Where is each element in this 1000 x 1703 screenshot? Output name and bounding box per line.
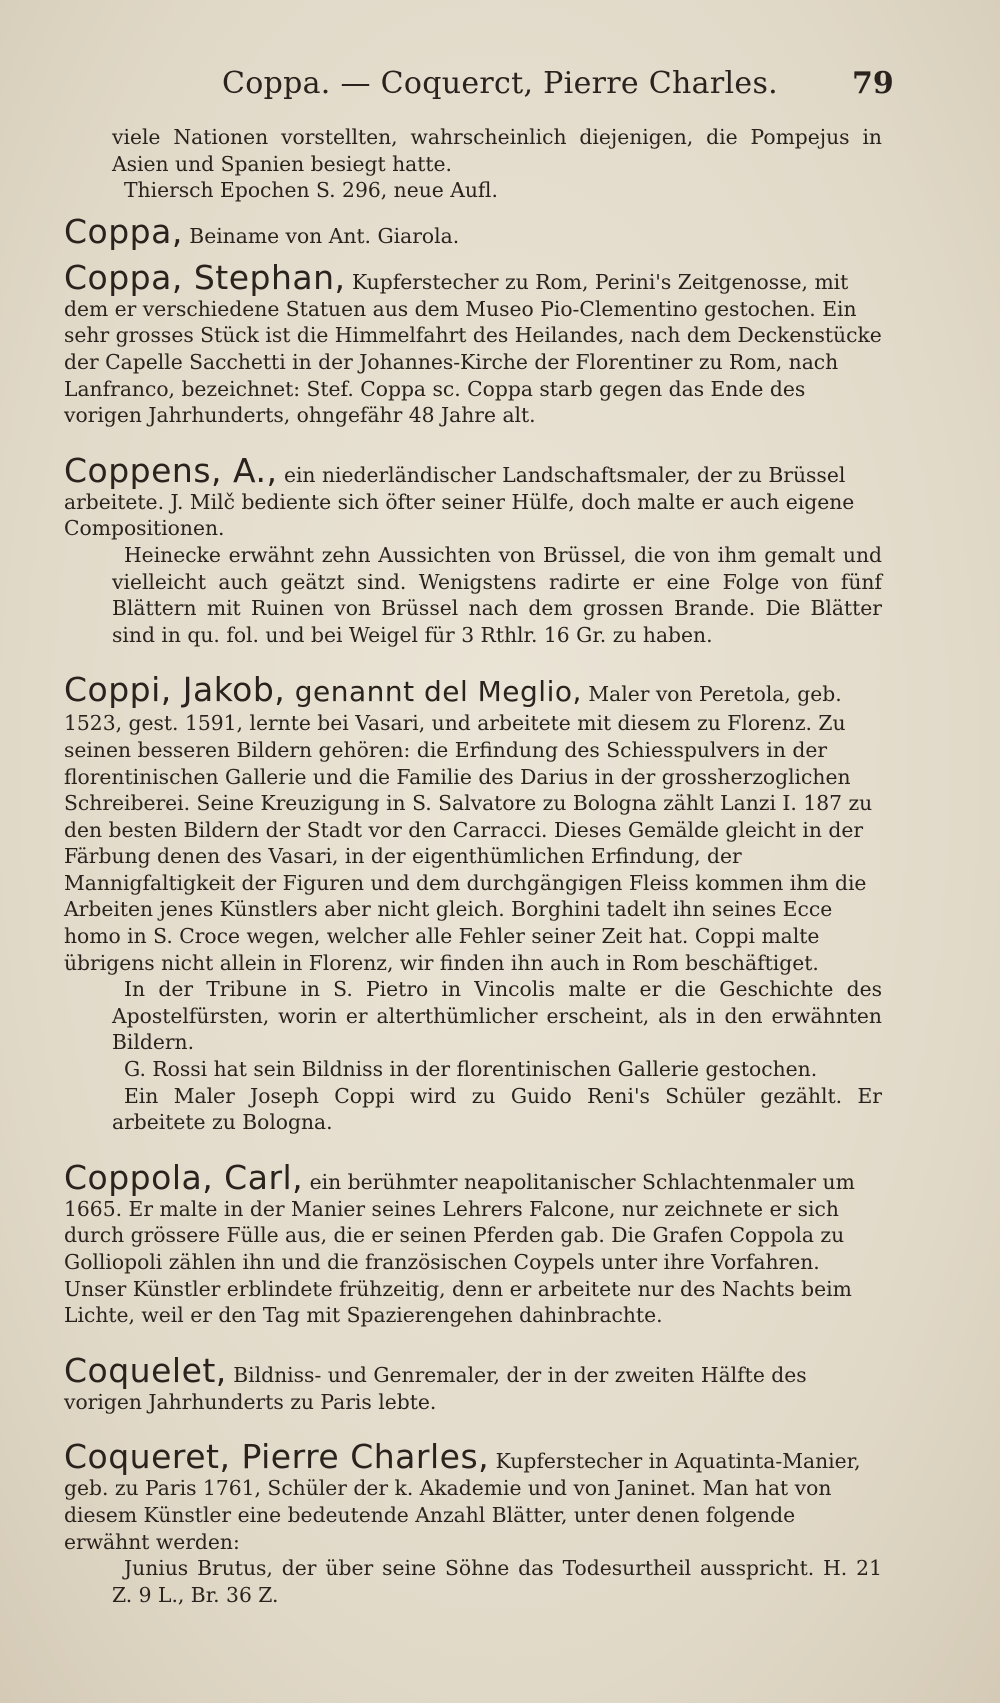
entry-name: Coppa, Stephan, [64,257,346,297]
continuation-text [64,124,882,204]
entry-name: Coppa, [64,211,183,251]
entry-name: Coppola, Carl, [64,1157,304,1197]
page-content [64,124,882,1618]
entry-paragraph: Heinecke erwähnt zehn Aussichten von Brüssel, die von ihm gemalt und vielleicht auch geätzt sind. Wenigstens radirte er eine Folge von fünf Blättern mit Ruinen von Brüssel nach dem grossen Brande. Die Blätter sind in qu. fol. und bei Weigel für 3 Rthlr. 16 Gr. zu haben. [112,542,882,647]
entry-paragraph: Junius Brutus, der über seine Söhne das Todesurtheil ausspricht. H. 21 Z. 9 L., Br. 36 Z. [112,1556,882,1607]
entry-paragraph: Ein Maler Joseph Coppi wird zu Guido Reni's Schüler gezählt. Er arbeitete zu Bologna. [112,1083,882,1135]
entry-coppa [64,211,882,251]
page-header [0,66,1000,106]
entry-text: ein berühmter neapolitanischer Schlachtenmaler um 1665. Er malte in der Manier seines Lehrers Falcone, nur zeichnete er sich durch grössere Fülle aus, die er seinen Pferden gab. Die Grafen Coppola zu Golliopoli zählen ihn und die französischen Coypels unter ihre Vorfahren. Unser Künstler erblindete frühzeitig, denn er arbeitete nur des Nachts beim Lichte, weil er den Tag mit Spazierengehen dahinbrachte. [64,1169,855,1328]
entry-coppens [64,450,882,649]
entry-name: Coquelet, [64,1350,227,1390]
entry-coqueret [64,1439,882,1608]
entry-coppola [64,1157,882,1329]
entry-text: Bildniss- und Genremaler, der in der zweiten Hälfte des vorigen Jahrhunderts zu Paris lebte. [64,1362,807,1414]
entry-name-extra: genannt del Meglio, [285,675,582,709]
entry-coppi [64,672,882,1136]
entry-paragraph: G. Rossi hat sein Bildniss in der florentinischen Gallerie gestochen. [124,1057,818,1082]
entry-name: Coppens, A., [64,450,278,490]
entry-text: Maler von Peretola, geb. 1523, gest. 1591, lernte bei Vasari, und arbeitete mit diesem zu Florenz. Zu seinen besseren Bildern gehören: die Erfindung des Schiesspulvers in der florentinischen Gallerie und die Familie des Darius in der grossherzoglichen Schreiberei. Seine Kreuzigung in S. Salvatore zu Bologna zählt Lanzi I. 187 zu den besten Bildern der Stadt vor den Carracci. Dieses Gemälde gleicht in der Färbung denen des Vasari, in der eigenthümlichen Erfindung, der Mannigfaltigkeit der Figuren und dem durchgängigen Fleiss kommen ihm die Arbeiten jenes Künstlers aber nicht gleich. Borghini tadelt ihn seines Ecce homo in S. Croce wegen, welcher alle Fehler seiner Zeit hat. Coppi malte übrigens nicht allein in Florenz, wir finden ihn auch in Rom beschäftiget. [64,682,873,975]
entry-name: Coppi, Jakob, [64,670,286,710]
entry-text: Kupferstecher zu Rom, Perini's Zeitgenosse, mit dem er verschiedene Statuen aus dem Museo Pio-Clementino gestochen. Ein sehr grosses Stück ist die Himmelfahrt des Heilandes, nach dem Deckenstücke der Capelle Sacchetti in der Johannes-Kirche der Florentiner zu Rom, nach Lanfranco, bezeichnet: Stef. Coppa sc. Coppa starb gegen das Ende des vorigen Jahrhunderts, ohngefähr 48 Jahre alt. [64,269,882,428]
entry-coppa-stephan [64,257,882,429]
entry-coquelet [64,1350,882,1416]
entry-text: Beiname von Ant. Giarola. [182,223,460,248]
continuation-lines: viele Nationen vorstellten, wahrscheinlich diejenigen, die Pompejus in Asien und Spanien besiegt hatte. [112,125,882,176]
continuation-reference: Thiersch Epochen S. 296, neue Aufl. [124,178,498,203]
page-number: 79 [852,66,894,101]
running-head: Coppa. — Coquerct, Pierre Charles. [222,66,778,101]
entry-text: ein niederländischer Landschaftsmaler, der zu Brüssel arbeitete. J. Milč bediente sich öfter seiner Hülfe, doch malte er auch eigene Compositionen. [64,462,855,541]
entry-name: Coqueret, Pierre Charles, [64,1437,490,1477]
entry-paragraph: In der Tribune in S. Pietro in Vincolis malte er die Geschichte des Apostelfürsten, worin er alterthümlicher erscheint, als in den erwähnten Bildern. [112,977,882,1055]
entry-text: Kupferstecher in Aquatinta-Manier, geb. zu Paris 1761, Schüler der k. Akademie und von Janinet. Man hat von diesem Künstler eine bedeutende Anzahl Blätter, unter denen folgende erwähnt werden: [64,1449,861,1554]
